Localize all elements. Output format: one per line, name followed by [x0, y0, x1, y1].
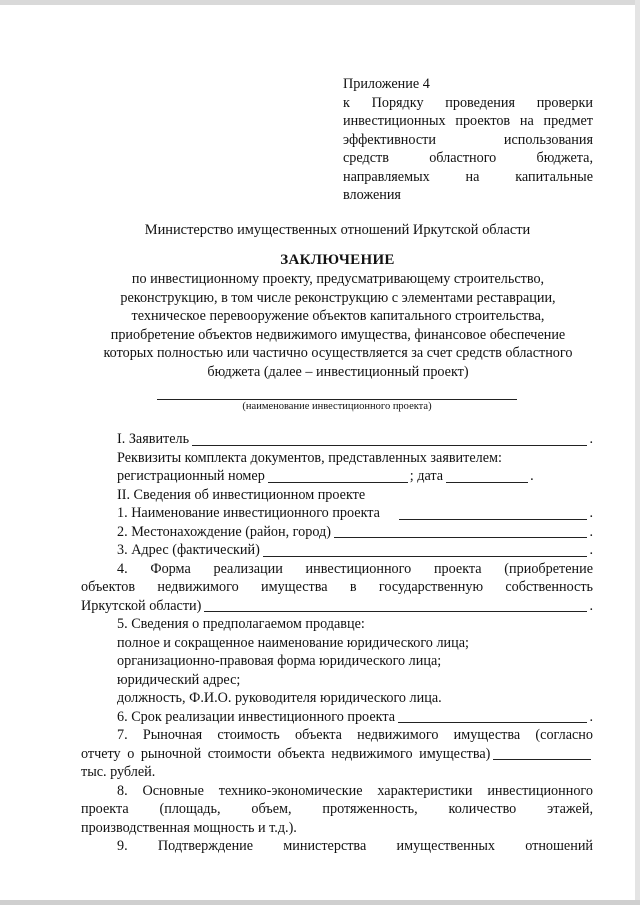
project-name-caption: (наименование инвестиционного проекта)	[242, 401, 432, 412]
subtitle-line: приобретение объектов недвижимого имущества, финансовое обеспечение	[110, 326, 566, 343]
appendix-line: инвестиционных проектов на предмет	[343, 113, 593, 129]
subtitle-line: которых полностью или частично осуществляется за счет средств областного	[103, 345, 573, 361]
item1-row	[117, 504, 593, 523]
appendix-line: к Порядку проведения проверки	[343, 94, 593, 111]
item4-line	[81, 597, 593, 616]
item5-sub	[117, 671, 593, 690]
item4-line	[81, 560, 593, 579]
item2-blank	[334, 537, 587, 538]
item7-line	[81, 726, 593, 745]
item7-text: 7. Рыночная стоимость объекта недвижимого имущества (согласно	[117, 727, 593, 743]
item5-text: должность, Ф.И.О. руководителя юридического лица.	[117, 690, 442, 706]
document-title: ЗАКЛЮЧЕНИЕ	[280, 252, 395, 268]
scan-edge-right	[635, 0, 640, 905]
item9-block	[81, 837, 593, 856]
item5-text: организационно-правовая форма юридического лица;	[117, 653, 442, 669]
appendix-note	[343, 75, 593, 205]
item8-text: производственная мощность и т.д.).	[81, 819, 297, 836]
item6-label: 6. Срок реализации инвестиционного проекта	[117, 708, 395, 725]
date-blank	[446, 482, 528, 483]
subtitle-line: по инвестиционному проекту, предусматривающему строительство,	[131, 271, 545, 287]
item5-text: юридический адрес;	[117, 671, 241, 688]
item6-blank	[398, 722, 587, 723]
item8-line	[81, 782, 593, 801]
dot: .	[589, 505, 593, 521]
appendix-title: Приложение 4	[343, 76, 430, 92]
item8-line	[81, 800, 593, 819]
applicant-blank	[192, 445, 587, 446]
item6-row	[117, 708, 593, 727]
item2-label: 2. Местонахождение (район, город)	[117, 523, 331, 540]
dot: .	[589, 431, 593, 447]
item8-block	[81, 782, 593, 838]
item3-label: 3. Адрес (фактический)	[117, 542, 260, 558]
item5-label: 5. Сведения о предполагаемом продавце:	[117, 616, 365, 632]
reg-row	[117, 467, 593, 486]
item4-block	[81, 560, 593, 616]
item8-text: проекта (площадь, объем, протяженность, количество этажей,	[81, 801, 593, 817]
item9-text: 9. Подтверждение министерства имущественных отношений	[117, 838, 593, 854]
applicant-label: I. Заявитель	[117, 431, 190, 447]
item5-sub	[117, 634, 593, 653]
item4-text: Иркутской области)	[81, 597, 202, 614]
requisites-label: Реквизиты комплекта документов, представленных заявителем:	[117, 449, 502, 466]
reg-number-label: регистрационный номер	[117, 468, 265, 484]
dot: .	[589, 597, 593, 614]
item1-label: 1. Наименование инвестиционного проекта	[117, 505, 380, 521]
item3-row	[117, 541, 593, 560]
section2-row	[117, 486, 593, 505]
subtitle-line: техническое перевооружение объектов капитального строительства,	[131, 308, 545, 324]
item5-row	[117, 615, 593, 634]
subtitle-line: бюджета (далее – инвестиционный проект)	[207, 363, 469, 380]
appendix-line: средств областного бюджета,	[343, 150, 593, 166]
requisites-row	[117, 449, 593, 468]
item4-blank	[204, 611, 587, 612]
item3-blank	[263, 556, 588, 557]
item7-text: тыс. рублей.	[81, 764, 156, 780]
ministry-name: Министерство имущественных отношений Иркутской области	[144, 222, 531, 238]
item5-sub	[117, 689, 593, 708]
item5-text: полное и сокращенное наименование юридического лица;	[117, 634, 469, 651]
item7-line	[81, 745, 593, 764]
item4-text: объектов недвижимого имущества в государственную собственность	[81, 579, 593, 595]
project-name-line	[157, 399, 517, 400]
item8-line	[81, 819, 593, 838]
appendix-line: направляемых на капитальные	[343, 168, 593, 185]
reg-number-blank	[268, 482, 408, 483]
scan-edge-top	[0, 0, 640, 5]
dot: .	[589, 523, 593, 540]
item4-text: 4. Форма реализации инвестиционного проекта (приобретение	[117, 560, 593, 577]
item7-block	[81, 726, 593, 782]
item7-blank	[493, 759, 591, 760]
item7-line	[81, 763, 593, 782]
dot: .	[589, 542, 593, 558]
item4-line	[81, 578, 593, 597]
document-subtitle	[78, 270, 598, 381]
item5-sub	[117, 652, 593, 671]
item7-text: отчету о рыночной стоимости объекта недвижимого имущества)	[81, 745, 491, 762]
item2-row	[117, 523, 593, 542]
item8-text: 8. Основные технико-экономические характеристики инвестиционного	[117, 782, 593, 799]
subtitle-line: реконструкцию, в том числе реконструкцию с элементами реставрации,	[120, 289, 556, 306]
applicant-row	[117, 430, 593, 449]
date-label: ; дата	[409, 468, 444, 484]
section2-heading: II. Сведения об инвестиционном проекте	[117, 486, 366, 503]
dot: .	[589, 708, 593, 725]
item1-blank	[399, 519, 587, 520]
item9-line	[81, 837, 593, 856]
appendix-line: вложения	[343, 187, 401, 203]
form-body	[81, 430, 593, 856]
appendix-line: эффективности использования	[343, 131, 593, 148]
scan-edge-bottom	[0, 900, 640, 905]
dot: .	[530, 468, 534, 484]
